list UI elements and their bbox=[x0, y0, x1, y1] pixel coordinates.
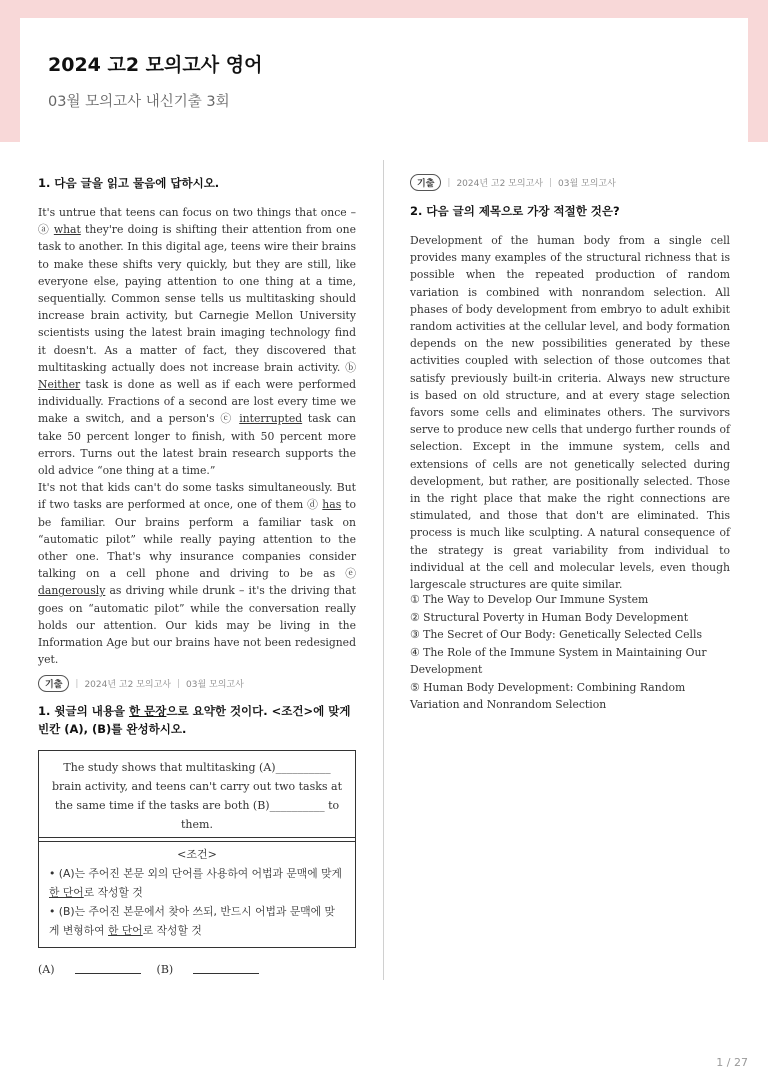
source-year: 2024년 고2 모의고사 bbox=[456, 179, 543, 189]
header-card bbox=[20, 18, 748, 142]
answer-a-blank[interactable] bbox=[75, 963, 141, 974]
text-segment: task can take 50 percent longer to finish, with 50 percent more errors. Turns out the latest brain research supports the old advice “one thing at a time.” bbox=[38, 412, 356, 478]
text-segment: ⓐ bbox=[38, 223, 54, 237]
source-separator: | bbox=[447, 177, 451, 188]
question-1b-heading bbox=[38, 702, 356, 738]
source-month: 03월 모의고사 bbox=[186, 680, 244, 690]
option-1[interactable]: ① The Way to Develop Our Immune System bbox=[410, 593, 649, 606]
text-segment: task is done as well as if each were performed individually. Fractions of a second are lost every time we make a switch, and a person's ⓒ bbox=[38, 378, 356, 426]
text-segment: 으로 요약한 것이다. <조건>에 맞게 빈칸 (A), (B)를 완성하시오. bbox=[38, 704, 351, 736]
option-4[interactable]: ④ The Role of the Immune System in Maintaining Our Development bbox=[410, 645, 707, 676]
question-2-source bbox=[410, 174, 616, 191]
source-separator: | bbox=[548, 177, 553, 188]
option-5[interactable]: ⑤ Human Body Development: Combining Random Variation and Nonrandom Selection bbox=[410, 680, 686, 711]
text-segment: to be familiar. Our brains perform a familiar task on “automatic pilot” while really paying attention to the other one. That's why insurance companies consider talking on a cell phone and driving to be as ⓔ bbox=[38, 498, 356, 581]
passage-paragraph-2 bbox=[38, 479, 356, 668]
source-month: 03월 모의고사 bbox=[558, 179, 616, 189]
text-segment: they're doing is shifting their attention from one task to another. In this digital age, teens wire their brains to make these shifts very quickly, but they are still, like everyone else, paying attention to one thing at a time, sequentially. Common sense tells us multitasking should increase brain activity, but Carnegie Mellon University scientists using the latest brain imaging technology find it doesn't. As a matter of fact, they discovered that multitasking actually does not increase brain activity. ⓑ bbox=[38, 223, 356, 374]
summary-box bbox=[38, 750, 356, 842]
underlined-text: 한 단어 bbox=[49, 886, 84, 899]
option-3[interactable]: ③ The Secret of Our Body: Genetically Selected Cells bbox=[410, 628, 703, 641]
underlined-text: dangerously bbox=[38, 584, 106, 598]
text-segment: • (A)는 주어진 본문 외의 단어를 사용하여 어법과 문맥에 맞게 bbox=[49, 867, 342, 880]
text-segment: 로 작성할 것 bbox=[142, 924, 202, 937]
column-divider bbox=[383, 160, 384, 980]
source-badge: 기출 bbox=[38, 675, 69, 692]
passage-paragraph-1 bbox=[38, 204, 356, 479]
text-segment: It's not that kids can't do some tasks simultaneously. But if two tasks are performed at once, one of them ⓓ bbox=[38, 481, 356, 512]
answer-a-label: (A) bbox=[38, 963, 55, 976]
answer-options bbox=[410, 591, 730, 714]
question-2-passage: Development of the human body from a single cell provides many examples of the structural richness that is possible when the repeated production of random variation is combined with nonrandom selection. All phases of body development from embryo to adult exhibit random activities at the cellular level, and body formation depends on the new possibilities generated by these activities coupled with selection of those outcomes that satisfy previously built-in criteria. Always new structure is based on old structure, and at every stage selection favors some cells and eliminates others. The survivors serve to produce new cells that undergo further rounds of selection. Except in the immune system, cells and extensions of cells are not genetically selected during development, but rather, are positionally selected. Those in the right place that make the right connections are stimulated, and those that don't are eliminated. This process is much like sculpting. A natural consequence of the strategy is great variability from individual to individual at the cell and molecular levels, even though largescale structures are quite similar. bbox=[410, 234, 730, 592]
page-number: 1 / 27 bbox=[716, 1056, 748, 1069]
underlined-text: 한 문장 bbox=[129, 704, 167, 718]
option-2[interactable]: ② Structural Poverty in Human Body Development bbox=[410, 610, 689, 624]
text-segment: It's untrue that teens can focus on two things that once – bbox=[38, 206, 356, 219]
source-year: 2024년 고2 모의고사 bbox=[84, 680, 171, 690]
summary-text: The study shows that multitasking (A)__________ brain activity, and teens can't carry out two tasks at the same time if the tasks are both (B)__________ to them. bbox=[51, 761, 343, 831]
question-1b-source bbox=[38, 675, 244, 692]
text-segment: as driving while drunk – it's the driving that goes on “automatic pilot” while the conversation really holds our attention. Our kids may be living in the Information Age but our brains have not been redesigned yet. bbox=[38, 584, 356, 667]
text-segment: 1. 윗글의 내용을 bbox=[38, 704, 130, 718]
question-1-heading: 1. 다음 글을 읽고 물음에 답하시오. bbox=[38, 176, 220, 190]
answer-b-label: (B) bbox=[156, 963, 174, 976]
underlined-text: interrupted bbox=[239, 412, 303, 426]
answer-b-blank[interactable] bbox=[193, 963, 259, 974]
question-1-passage bbox=[38, 204, 356, 668]
question-2-heading: 2. 다음 글의 제목으로 가장 적절한 것은? bbox=[410, 204, 620, 218]
underlined-text: 한 단어 bbox=[108, 924, 143, 937]
underlined-text: what bbox=[53, 223, 81, 237]
condition-a bbox=[49, 864, 345, 902]
underlined-text: has bbox=[322, 498, 342, 512]
text-segment: • (B)는 주어진 본문에서 찾아 쓰되, 반드시 어법과 문맥에 맞게 변형하여 bbox=[49, 905, 335, 937]
source-separator: | bbox=[75, 678, 79, 689]
source-separator: | bbox=[176, 678, 181, 689]
document-subtitle: 03월 모의고사 내신기출 3회 bbox=[48, 94, 230, 110]
answer-line bbox=[38, 963, 269, 976]
conditions-box bbox=[38, 837, 356, 948]
source-badge: 기출 bbox=[410, 174, 441, 191]
text-segment: 로 작성할 것 bbox=[83, 886, 143, 899]
condition-b bbox=[49, 902, 345, 940]
document-title: 2024 고2 모의고사 영어 bbox=[48, 54, 263, 76]
underlined-text: Neither bbox=[38, 378, 81, 392]
conditions-title: <조건> bbox=[177, 848, 217, 861]
